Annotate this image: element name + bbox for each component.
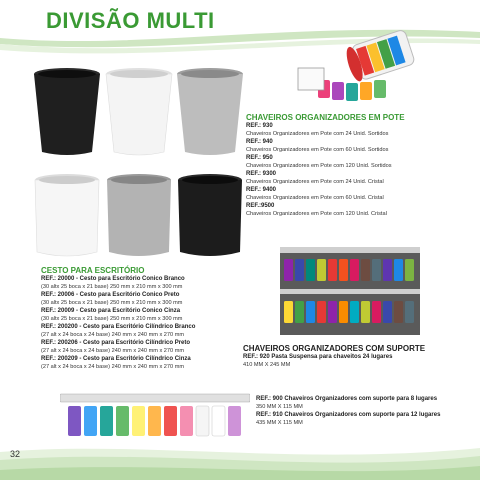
pote-desc: Chaveiros Organizadores em Pote com 60 Unid. Cristal [246,195,384,201]
cesto-item [41,339,251,355]
pote-ref: REF.: 950 [246,155,273,161]
pote-ref: REF.: 9300 [246,171,277,177]
suporte-rack-item [256,395,476,411]
pote-item [246,154,476,170]
cesto-item [41,291,251,307]
cesto-item [41,275,251,291]
cesto-item [41,307,251,323]
cesto-item [41,323,251,339]
cesto-ref: REF.: 20000 - Cesto para Escritório Conico Branco [41,276,185,282]
bin-conic-gray-image [175,66,245,156]
pote-item [246,202,476,218]
pote-desc: Chaveiros Organizadores em Pote com 24 Unid. Cristal [246,179,384,185]
bin-cylinder-black-image [175,172,245,258]
cesto-desc: (30 altx 25 boca x 21 base) 250 mm x 210 mm x 300 mm [41,284,183,290]
pote-ref: REF.: 930 [246,123,273,129]
suporte-item [243,353,473,369]
hanging-key-folder-image [280,247,420,335]
cesto-desc: (30 altx 25 boca x 21 base) 250 mm x 210 mm x 300 mm [41,300,183,306]
cesto-title: CESTO PARA ESCRITÓRIO [41,266,145,275]
cesto-desc: (30 altx 25 boca x 21 base) 250 mm x 210 mm x 300 mm [41,316,183,322]
cesto-ref: REF.: 200209 - Cesto para Escritório Cilíndrico Cinza [41,356,191,362]
cesto-item [41,355,251,371]
pote-item [246,138,476,154]
pote-item [246,122,476,138]
suporte-section [243,344,473,369]
suporte-title: CHAVEIROS ORGANIZADORES COM SUPORTE [243,344,426,353]
cesto-ref: REF.: 20006 - Cesto para Escritório Conico Preto [41,292,180,298]
cesto-ref: REF.: 20009 - Cesto para Escritório Conico Cinza [41,308,181,314]
page-title: DIVISÃO MULTI [46,8,215,33]
suporte-rack-section [256,395,476,427]
cesto-desc: (27 alt x 24 boca x 24 base) 240 mm x 240 mm x 270 mm [41,332,185,338]
pote-desc: Chaveiros Organizadores em Pote com 120 Unid. Sortidos [246,163,392,169]
bin-conic-white-image [104,66,174,156]
footer-wave-decoration [0,440,480,480]
suporte-desc: 410 MM X 245 MM [243,362,291,368]
suporte-rack-ref: REF.: 910 Chaveiros Organizadores com suporte para 12 lugares [256,412,441,418]
suporte-rack-ref: REF.: 900 Chaveiros Organizadores com suporte para 8 lugares [256,396,438,402]
cesto-desc: (27 alt x 24 boca x 24 base) 240 mm x 240 mm x 270 mm [41,364,185,370]
pote-section [246,113,476,218]
suporte-rack-item [256,411,476,427]
pote-item [246,170,476,186]
key-jar-image [290,28,420,108]
pote-ref: REF.: 940 [246,139,273,145]
pote-desc: Chaveiros Organizadores em Pote com 120 Unid. Cristal [246,211,387,217]
pote-ref: REF.: 9400 [246,187,277,193]
suporte-rack-desc: 350 MM X 115 MM [256,404,303,410]
cesto-section [41,266,251,371]
cesto-desc: (27 alt x 24 boca x 24 base) 240 mm x 240 mm x 270 mm [41,348,185,354]
cesto-ref: REF.: 200206 - Cesto para Escritório Cilíndrico Preto [41,340,191,346]
pote-item [246,186,476,202]
pote-title: CHAVEIROS ORGANIZADORES EM POTE [246,113,405,122]
suporte-ref: REF.: 920 Pasta Suspensa para chaveitos 24 lugares [243,354,393,360]
bin-cylinder-gray-image [104,172,174,258]
cesto-ref: REF.: 200200 - Cesto para Escritório Cilíndrico Branco [41,324,196,330]
pote-ref: REF.:9500 [246,203,275,209]
bin-conic-black-image [32,66,102,156]
pote-desc: Chaveiros Organizadores em Pote com 60 Unid. Sortidos [246,147,389,153]
pote-desc: Chaveiros Organizadores em Pote com 24 Unid. Sortidos [246,131,389,137]
suporte-rack-desc: 435 MM X 115 MM [256,420,303,426]
key-rack-image [60,392,250,440]
bin-cylinder-white-image [32,172,102,258]
page-number: 32 [10,449,21,459]
